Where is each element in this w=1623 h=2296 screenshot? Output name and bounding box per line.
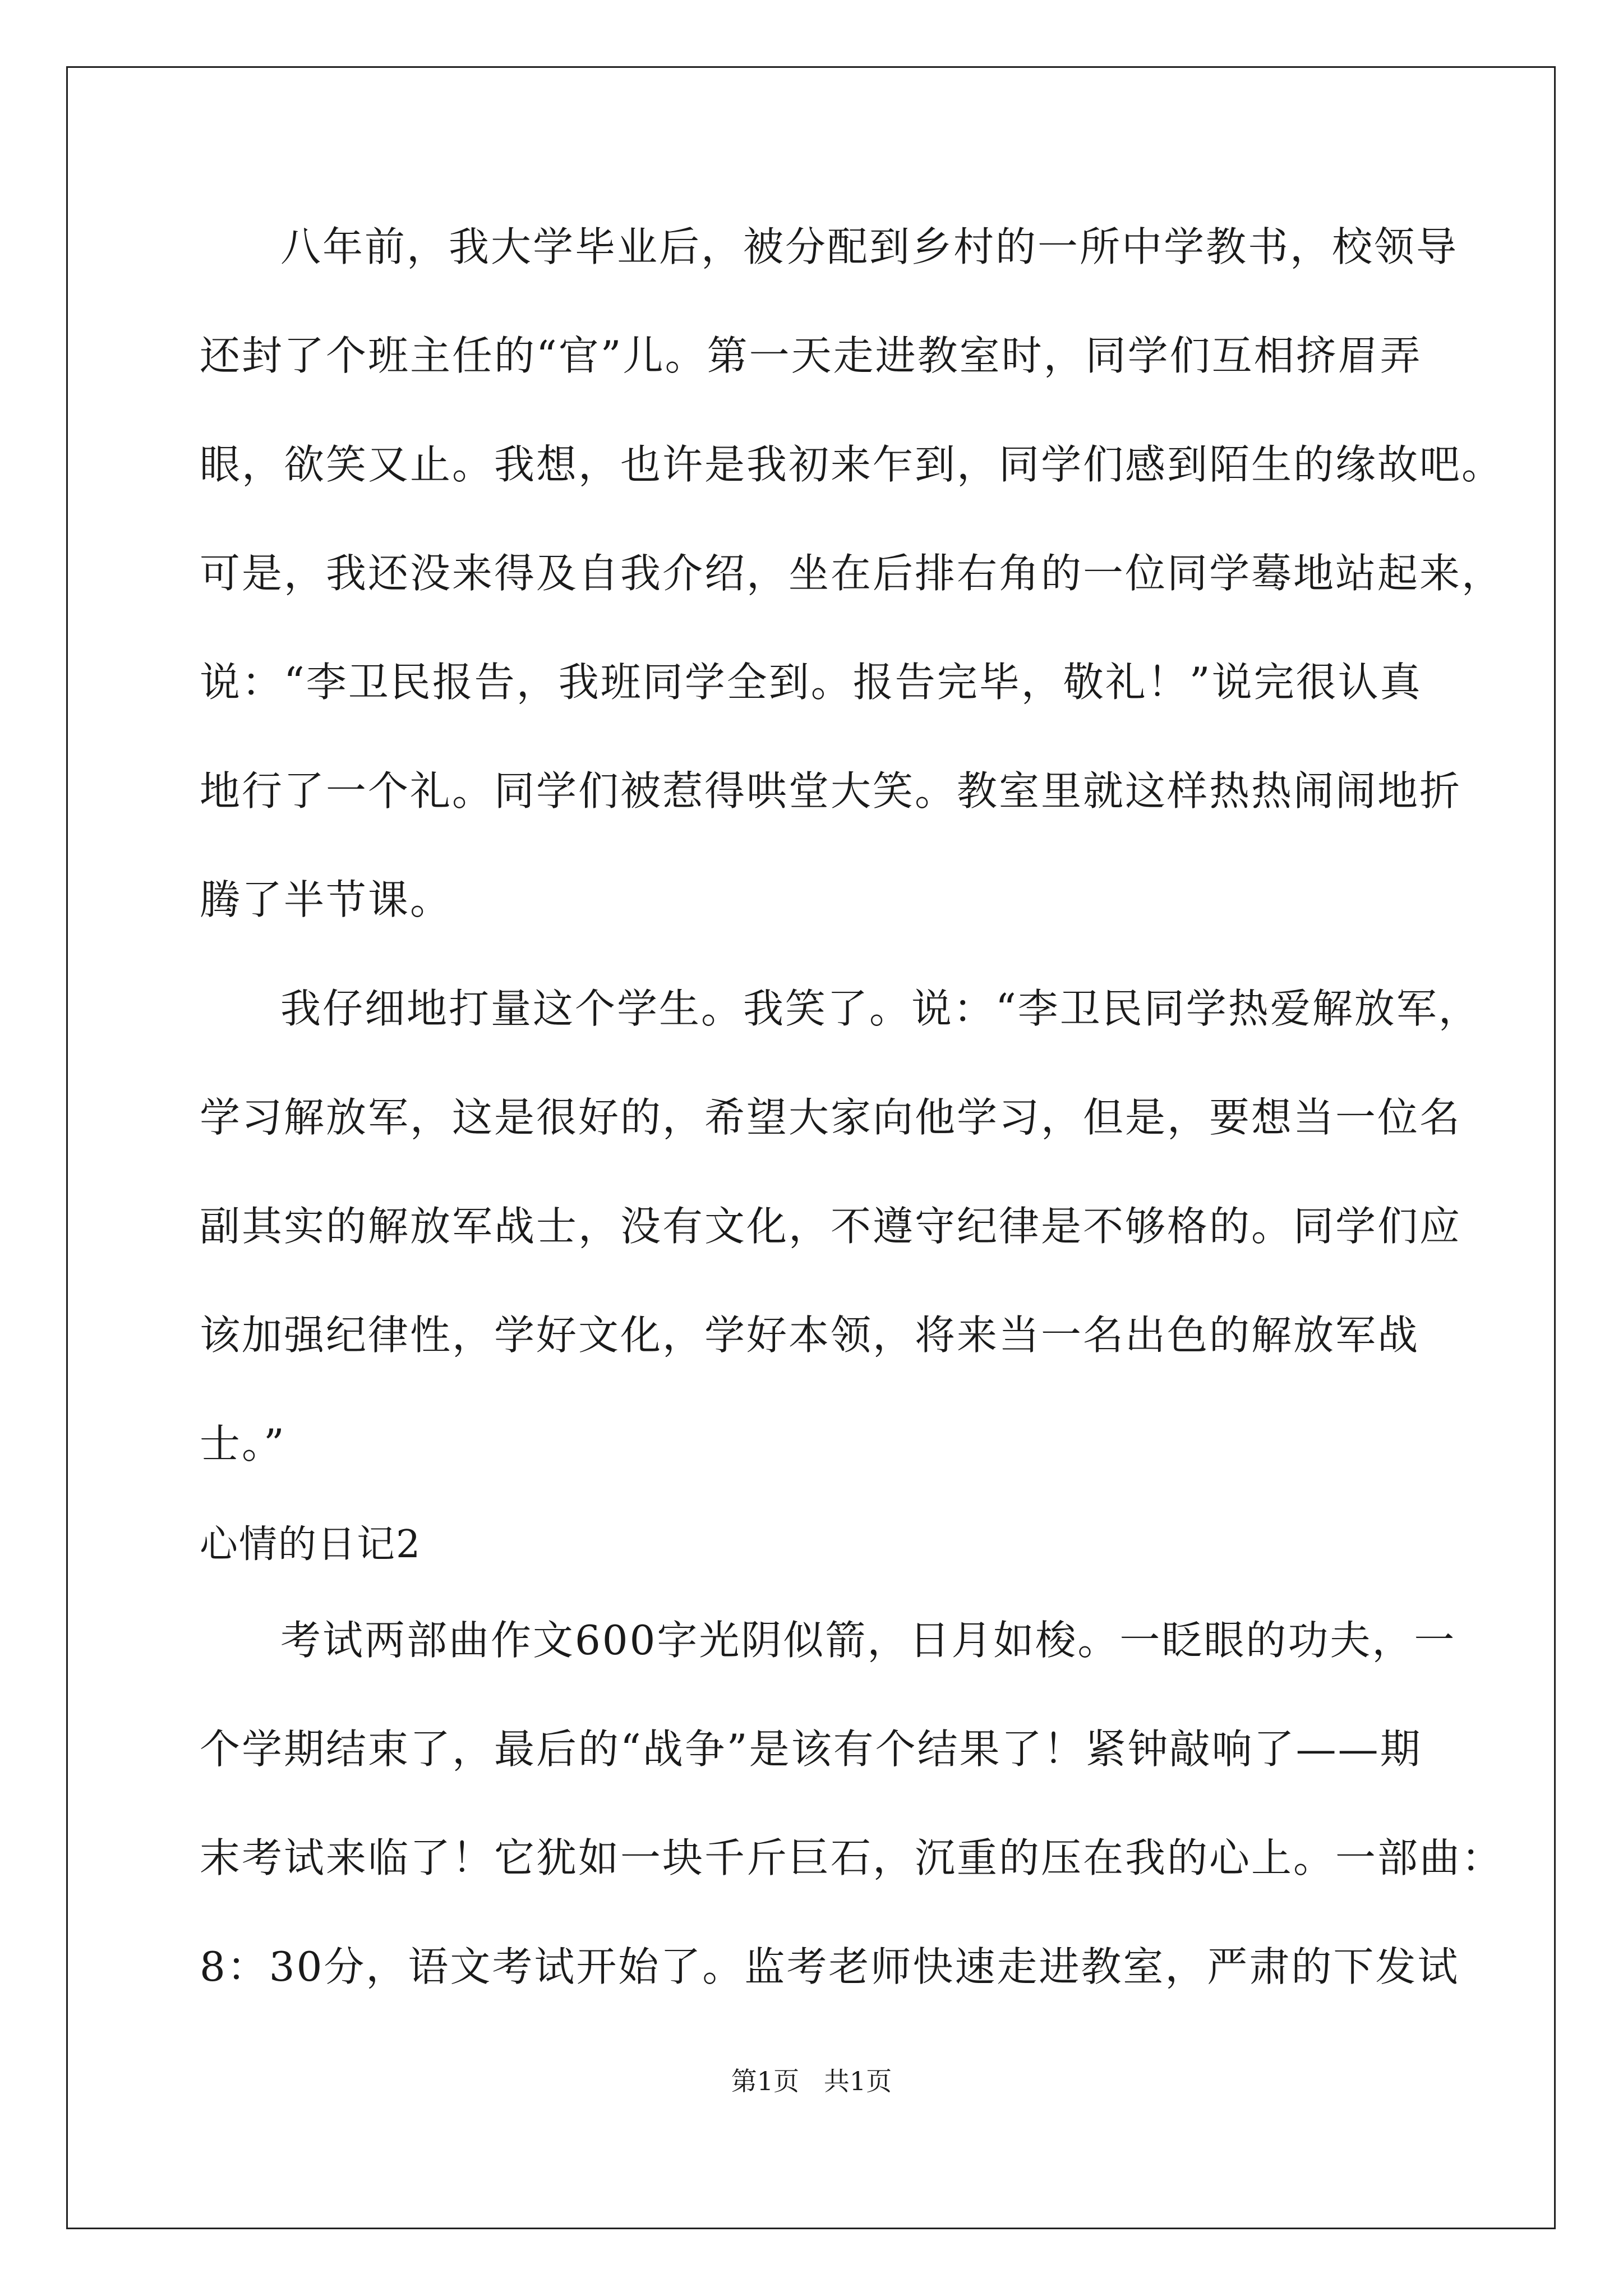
- paragraph-1-line-2: 还封了个班主任的“官”儿。第一天走进教室时，同学们互相挤眉弄: [200, 332, 1422, 379]
- paragraph-2-line-1: 我仔细地打量这个学生。我笑了。说：“李卫民同学热爱解放军，: [280, 985, 1481, 1032]
- paragraph-1-line-1: 八年前，我大学毕业后，被分配到乡村的一所中学教书，校领导: [280, 223, 1459, 270]
- paragraph-3-line-3: 末考试来临了！它犹如一块千斤巨石，沉重的压在我的心上。一部曲：: [200, 1834, 1504, 1881]
- paragraph-1-line-4: 可是，我还没来得及自我介绍，坐在后排右角的一位同学蓦地站起来，: [200, 550, 1504, 597]
- page-border: [66, 66, 1556, 2229]
- paragraph-2-line-3: 副其实的解放军战士，没有文化，不遵守纪律是不够格的。同学们应: [200, 1203, 1462, 1250]
- paragraph-1-line-3: 眼，欲笑又止。我想，也许是我初来乍到，同学们感到陌生的缘故吧。: [200, 441, 1504, 488]
- paragraph-1-line-5: 说：“李卫民报告，我班同学全到。报告完毕，敬礼！”说完很认真: [200, 659, 1422, 706]
- paragraph-2-line-5: 士。”: [200, 1420, 286, 1467]
- paragraph-2-line-2: 学习解放军，这是很好的，希望大家向他学习，但是，要想当一位名: [200, 1094, 1462, 1141]
- section-heading: 心情的日记2: [200, 1522, 422, 1567]
- paragraph-2-line-4: 该加强纪律性，学好文化，学好本领，将来当一名出色的解放军战: [200, 1312, 1420, 1359]
- paragraph-3-line-1: 考试两部曲作文600字光阴似箭，日月如梭。一眨眼的功夫，一: [280, 1617, 1456, 1664]
- paragraph-1-line-7: 腾了半节课。: [200, 876, 453, 923]
- page-number-footer: 第1页 共1页: [731, 2066, 892, 2096]
- paragraph-3-line-2: 个学期结束了，最后的“战争”是该有个结果了！紧钟敲响了——期: [200, 1726, 1422, 1773]
- paragraph-3-line-4: 8：30分，语文考试开始了。监考老师快速走进教室，严肃的下发试: [200, 1943, 1460, 1990]
- paragraph-1-line-6: 地行了一个礼。同学们被惹得哄堂大笑。教室里就这样热热闹闹地折: [200, 767, 1462, 815]
